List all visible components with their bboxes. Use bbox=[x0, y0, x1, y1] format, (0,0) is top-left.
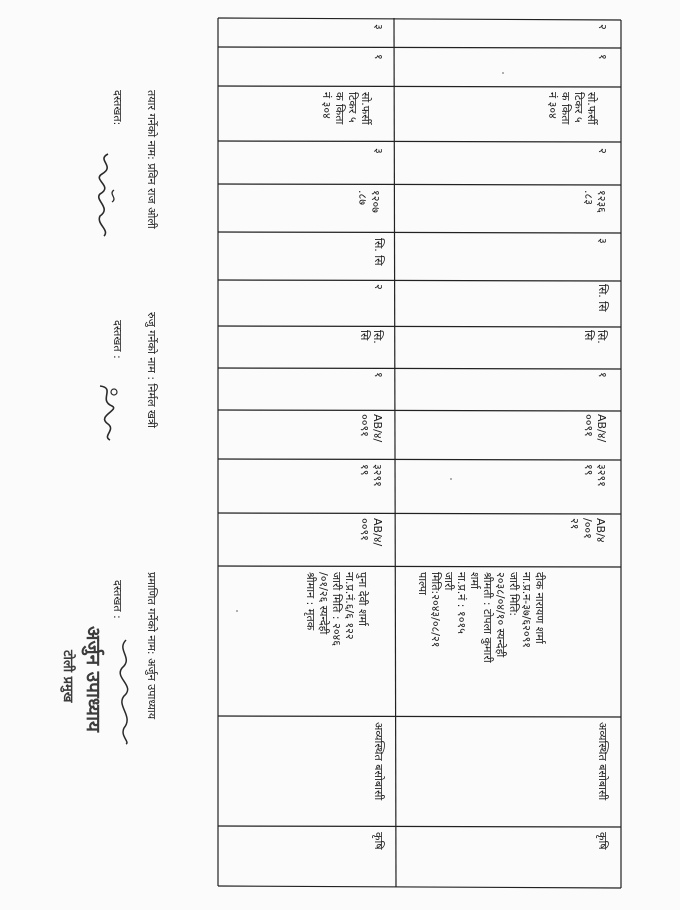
row1-col2: १ bbox=[596, 54, 609, 60]
row2-owner-details: पुना देवी शर्मा ना.प्र.नं.६/६ १२२ जारी मिति : २०४६ /०१/२६ स्यन्देही श्रीमान : मृतक bbox=[304, 572, 369, 646]
certified-by-name: प्रमाणित गर्नेको नाम: अर्जुन उपाध्याय bbox=[145, 572, 158, 720]
scan-speck bbox=[502, 72, 504, 74]
row2-col4: ३ bbox=[372, 148, 385, 154]
certified-by-signature bbox=[112, 636, 140, 746]
prepared-by-sign-label: दस्तखत: bbox=[111, 90, 124, 126]
verified-by-signature bbox=[90, 380, 124, 442]
row1-col4: २ bbox=[596, 148, 609, 154]
row1-col9: १ bbox=[596, 372, 609, 378]
row1-col8: सि. सि bbox=[582, 330, 608, 344]
prepared-by-signature bbox=[88, 150, 122, 240]
scan-speck bbox=[236, 610, 238, 612]
row2-col2: १ bbox=[372, 54, 385, 60]
prepared-by-name: तयार गर्नेको नाम: प्रविन राज ओली bbox=[145, 90, 158, 229]
row2-plot-location: सो.फर्सी टिकर ५ क किता नं ३०४ bbox=[320, 92, 372, 125]
row1-col6: ३ bbox=[596, 238, 609, 244]
row2-col8: सि. सि bbox=[358, 330, 384, 344]
verified-by-name: रुजु गर्नेको नाम : निर्मल खत्री bbox=[145, 312, 158, 428]
row2-col10: AB/४/ ००९१ bbox=[358, 414, 384, 443]
row1-col11: ३२९१ १९ bbox=[582, 464, 608, 487]
row1-owner-details: दीक नारायण शर्मा ना.प्र.न-३७/६२०९१ जारी मिति: २०३८/०४/१० स्यन्देही श्रीमती : टोपला कुमारी शर्मा ना.प्र.नं : १०१५ जारी मिति:२०४३/०८/२१ पाल्पा bbox=[416, 572, 546, 663]
row2-settlement-type: अव्यस्थित बसोबासी bbox=[372, 722, 385, 801]
row2-col7: २ bbox=[372, 284, 385, 290]
row2-col11: ३२९१ १९ bbox=[358, 464, 384, 487]
row1-serial: २ bbox=[596, 24, 609, 30]
certified-by-sign-label: दस्तखत : bbox=[111, 580, 124, 619]
row1-settlement-type: अव्यस्थित बसोबासी bbox=[596, 722, 609, 801]
scan-speck bbox=[450, 478, 452, 480]
row1-land-use: कृषि bbox=[596, 832, 609, 850]
row2-serial: ३ bbox=[372, 24, 385, 30]
row2-col12: AB/४/ ००९१ bbox=[358, 518, 384, 547]
row2-col9: १ bbox=[372, 372, 385, 378]
verified-by-sign-label: दस्तखत : bbox=[111, 320, 124, 359]
row1-col10: AB/४/ ००९१ bbox=[582, 414, 608, 443]
row1-col7: सि. सि bbox=[596, 284, 609, 312]
official-stamp-name: अर्जुन उपाध्याय bbox=[82, 626, 104, 733]
row2-area: १२०७ .८७ bbox=[356, 190, 382, 213]
row1-col12: AB/४ /००१ २१ bbox=[568, 518, 607, 543]
official-stamp-title: टोली प्रमुख bbox=[60, 650, 75, 703]
row2-col6: सि. सि bbox=[372, 238, 385, 266]
row2-land-use: कृषि bbox=[372, 832, 385, 850]
row1-plot-location: सो.फर्सी टिकर ५ क किता नं ३०४ bbox=[546, 92, 598, 125]
row1-area: १२३६ .८३ bbox=[582, 190, 608, 213]
